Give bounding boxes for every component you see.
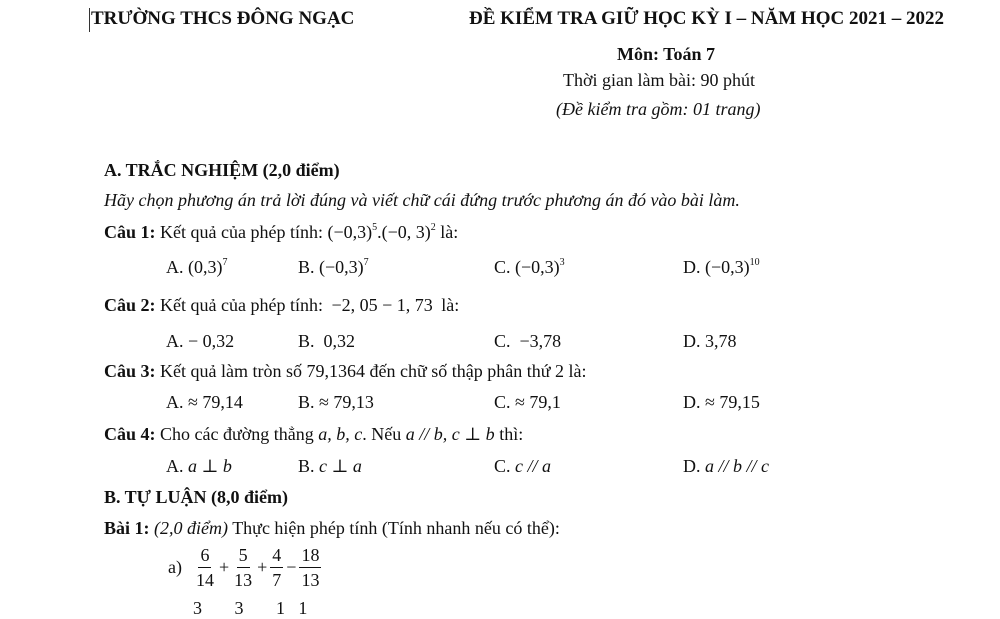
question-suffix: thì: xyxy=(499,424,524,444)
part-label: a) xyxy=(168,557,182,577)
question-text: Kết quả làm tròn số 79,1364 đến chữ số thập phân thứ 2 là: xyxy=(160,361,587,381)
text-cursor xyxy=(89,8,90,32)
fraction: $\frac{5}{13}$ xyxy=(234,545,253,590)
problem-text: Thực hiện phép tính (Tính nhanh nếu có thể): xyxy=(232,518,560,538)
exam-title: ĐỀ KIỂM TRA GIỮ HỌC KỲ I – NĂM HỌC 2021 – 2022 xyxy=(469,8,945,29)
question-expression: −2, 05 − 1, 73 xyxy=(331,295,433,315)
question-2 xyxy=(104,295,459,316)
school-name: TRƯỜNG THCS ĐÔNG NGẠC xyxy=(91,8,355,29)
q3-option-d: D. ≈ 79,15 xyxy=(683,392,760,412)
fraction: $\frac{4}{7}$ xyxy=(272,545,282,590)
problem-1-part-a xyxy=(168,546,323,589)
subject: Môn: Toán 7 xyxy=(617,44,716,64)
q3-option-a: A. ≈ 79,14 xyxy=(166,392,243,412)
question-text: Kết quả của phép tính: xyxy=(160,222,323,242)
q2-option-d: D. 3,78 xyxy=(683,331,737,351)
question-label: Câu 1: xyxy=(104,222,156,242)
q2-option-a: A. − 0,32 xyxy=(166,331,235,351)
q1-option-d: D. $(-0,3)^{10}$ xyxy=(683,257,760,277)
question-condition: a // b, c ⊥ b xyxy=(405,424,495,444)
question-1 xyxy=(104,222,458,243)
question-label: Câu 3: xyxy=(104,361,156,381)
question-label: Câu 2: xyxy=(104,295,156,315)
section-a-instruction: Hãy chọn phương án trả lời đúng và viết chữ cái đứng trước phương án đó vào bài làm. xyxy=(104,190,740,210)
question-suffix: là: xyxy=(440,222,459,242)
section-a-title: A. TRẮC NGHIỆM (2,0 điểm) xyxy=(104,160,340,180)
problem-points: (2,0 điểm) xyxy=(154,518,228,538)
question-vars: a, b, c xyxy=(318,424,363,444)
question-expression: $(-0,3)^5.(-0$, 3)$^2$ xyxy=(327,222,436,242)
question-text: Cho các đường thẳng xyxy=(160,424,314,444)
operator: − xyxy=(286,557,297,577)
section-b-title: B. TỰ LUẬN (8,0 điểm) xyxy=(104,487,288,507)
q4-option-d: D. a // b // c xyxy=(683,456,769,476)
operator: + xyxy=(218,557,230,577)
q2-option-b: B. 0,32 xyxy=(298,331,356,351)
question-text: Kết quả của phép tính: xyxy=(160,295,323,315)
fraction: $\frac{6}{14}$ xyxy=(195,545,214,590)
question-suffix: là: xyxy=(441,295,460,315)
pages-note: (Đề kiểm tra gồm: 01 trang) xyxy=(556,99,761,119)
q1-option-c: C. $(-0,3)^3$ xyxy=(494,257,565,277)
q4-option-a: A. a ⊥ b xyxy=(166,456,232,476)
problem-1 xyxy=(104,518,560,539)
question-4: Câu 4: Cho các đường thẳng a, b, c. Nếu a // b, c ⊥ b thì: xyxy=(104,424,524,444)
q4-option-b: B. c ⊥ a xyxy=(298,456,362,476)
q3-option-b: B. ≈ 79,13 xyxy=(298,392,374,412)
problem-label: Bài 1: xyxy=(104,518,150,538)
question-label: Câu 4: xyxy=(104,424,156,444)
operator: + xyxy=(257,557,268,577)
q1-option-a: A. $(0,3)^7$ xyxy=(166,257,228,277)
question-3 xyxy=(104,361,586,382)
q4-option-c: C. c // a xyxy=(494,456,552,476)
q2-option-c: C. −3,78 xyxy=(494,331,562,351)
q1-option-b: B. $(-0,3)^7$ xyxy=(298,257,369,277)
duration: Thời gian làm bài: 90 phút xyxy=(563,70,755,90)
problem-1-part-b-partial: 3 3 11 xyxy=(193,598,322,618)
fraction: $\frac{18}{13}$ xyxy=(301,545,320,590)
q3-option-c: C. ≈ 79,1 xyxy=(494,392,561,412)
